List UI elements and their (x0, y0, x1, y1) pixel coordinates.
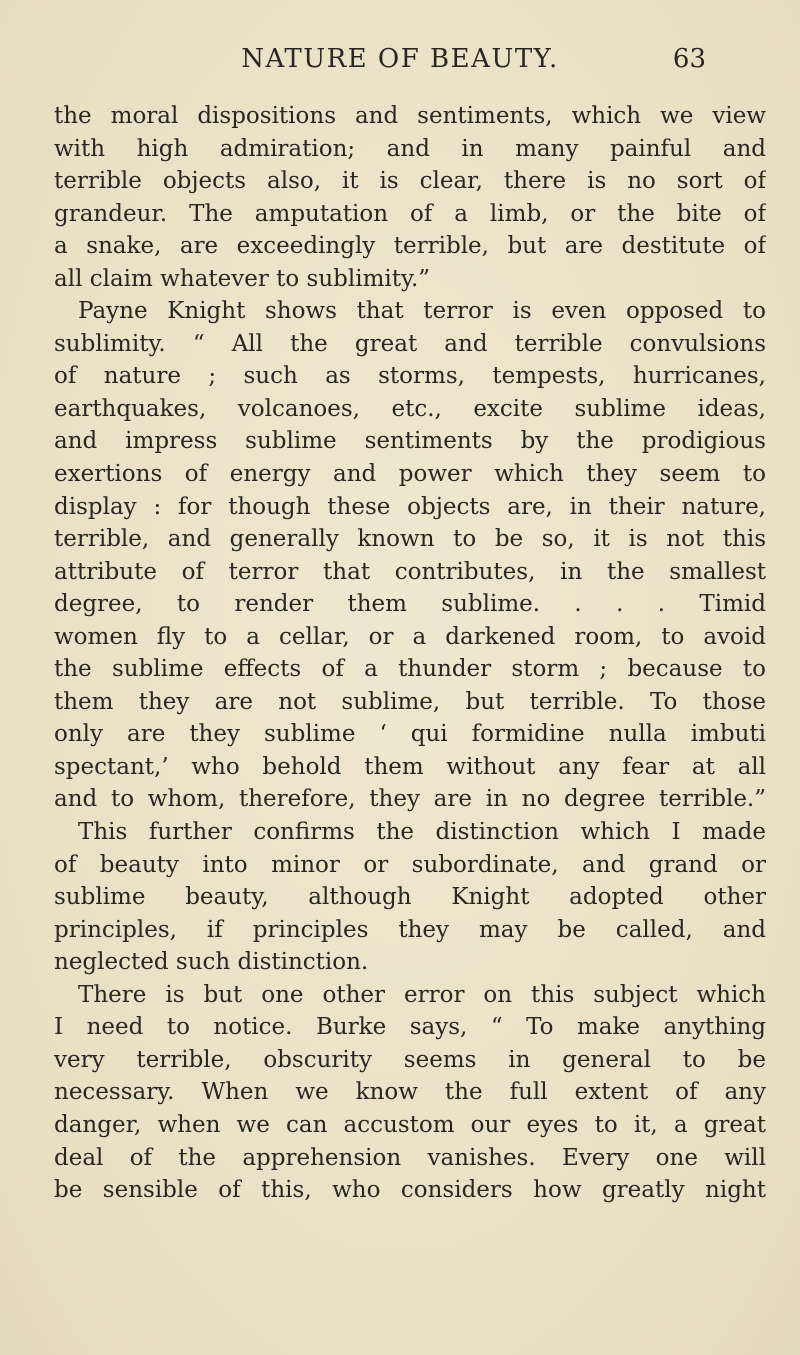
text-line: display : for though these objects are, in their nature, (54, 493, 766, 520)
body-text (54, 100, 766, 1207)
text-line: the moral dispositions and sentiments, which we view (54, 103, 766, 129)
text-line: women fly to a cellar, or a darkened room, to avoid (54, 623, 766, 650)
page-number: 63 (672, 44, 706, 74)
text-line: of nature ; such as storms, tempests, hurricanes, (54, 363, 766, 390)
text-line: and impress sublime sentiments by the prodigious (54, 428, 766, 455)
text-line: of beauty into minor or subordinate, and grand or (54, 851, 766, 878)
text-line: deal of the apprehension vanishes. Every one will (54, 1144, 766, 1171)
text-line: all claim whatever to sublimity.” (54, 265, 431, 292)
text-line: neglected such distinction. (54, 949, 369, 976)
text-line: I need to notice. Burke says, “ To make anything (54, 1014, 766, 1041)
text-line: degree, to render them sublime. . . . Timid (54, 591, 766, 618)
text-line: danger, when we can accustom our eyes to it, a great (54, 1111, 766, 1138)
text-line: a snake, are exceedingly terrible, but are destitute of (54, 233, 766, 260)
running-head-title: NATURE OF BEAUTY. (241, 44, 559, 74)
text-line: the sublime effects of a thunder storm ; because to (54, 656, 766, 683)
text-line: attribute of terror that contributes, in the smallest (54, 558, 766, 585)
text-line: earthquakes, volcanoes, etc., excite sublime ideas, (54, 395, 766, 422)
text-line: This further confirms the distinction which I made (78, 819, 766, 846)
text-line: be sensible of this, who considers how greatly night (54, 1177, 766, 1204)
text-line: spectant,’ who behold them without any fear at all (54, 753, 766, 780)
text-line: grandeur. The amputation of a limb, or the bite of (54, 200, 766, 227)
text-line: terrible objects also, it is clear, there is no sort of (54, 168, 766, 195)
text-line: terrible, and generally known to be so, it is not this (54, 526, 766, 553)
text-line: them they are not sublime, but terrible. To those (54, 688, 766, 715)
text-line: There is but one other error on this subject which (78, 981, 766, 1008)
text-line: and to whom, therefore, they are in no degree terrible.” (54, 786, 766, 813)
text-line: sublimity. “ All the great and terrible convulsions (54, 330, 766, 357)
text-line: very terrible, obscurity seems in general to be (54, 1046, 766, 1073)
text-line: Payne Knight shows that terror is even opposed to (78, 298, 766, 325)
text-line: only are they sublime ‘ qui formidine nulla imbuti (54, 721, 766, 748)
text-line: with high admiration; and in many painful and (54, 135, 766, 162)
text-line: sublime beauty, although Knight adopted other (54, 884, 766, 911)
text-line: exertions of energy and power which they seem to (54, 461, 766, 488)
text-line: necessary. When we know the full extent of any (54, 1079, 766, 1106)
running-head (0, 44, 800, 84)
text-line: principles, if principles they may be called, and (54, 916, 766, 943)
